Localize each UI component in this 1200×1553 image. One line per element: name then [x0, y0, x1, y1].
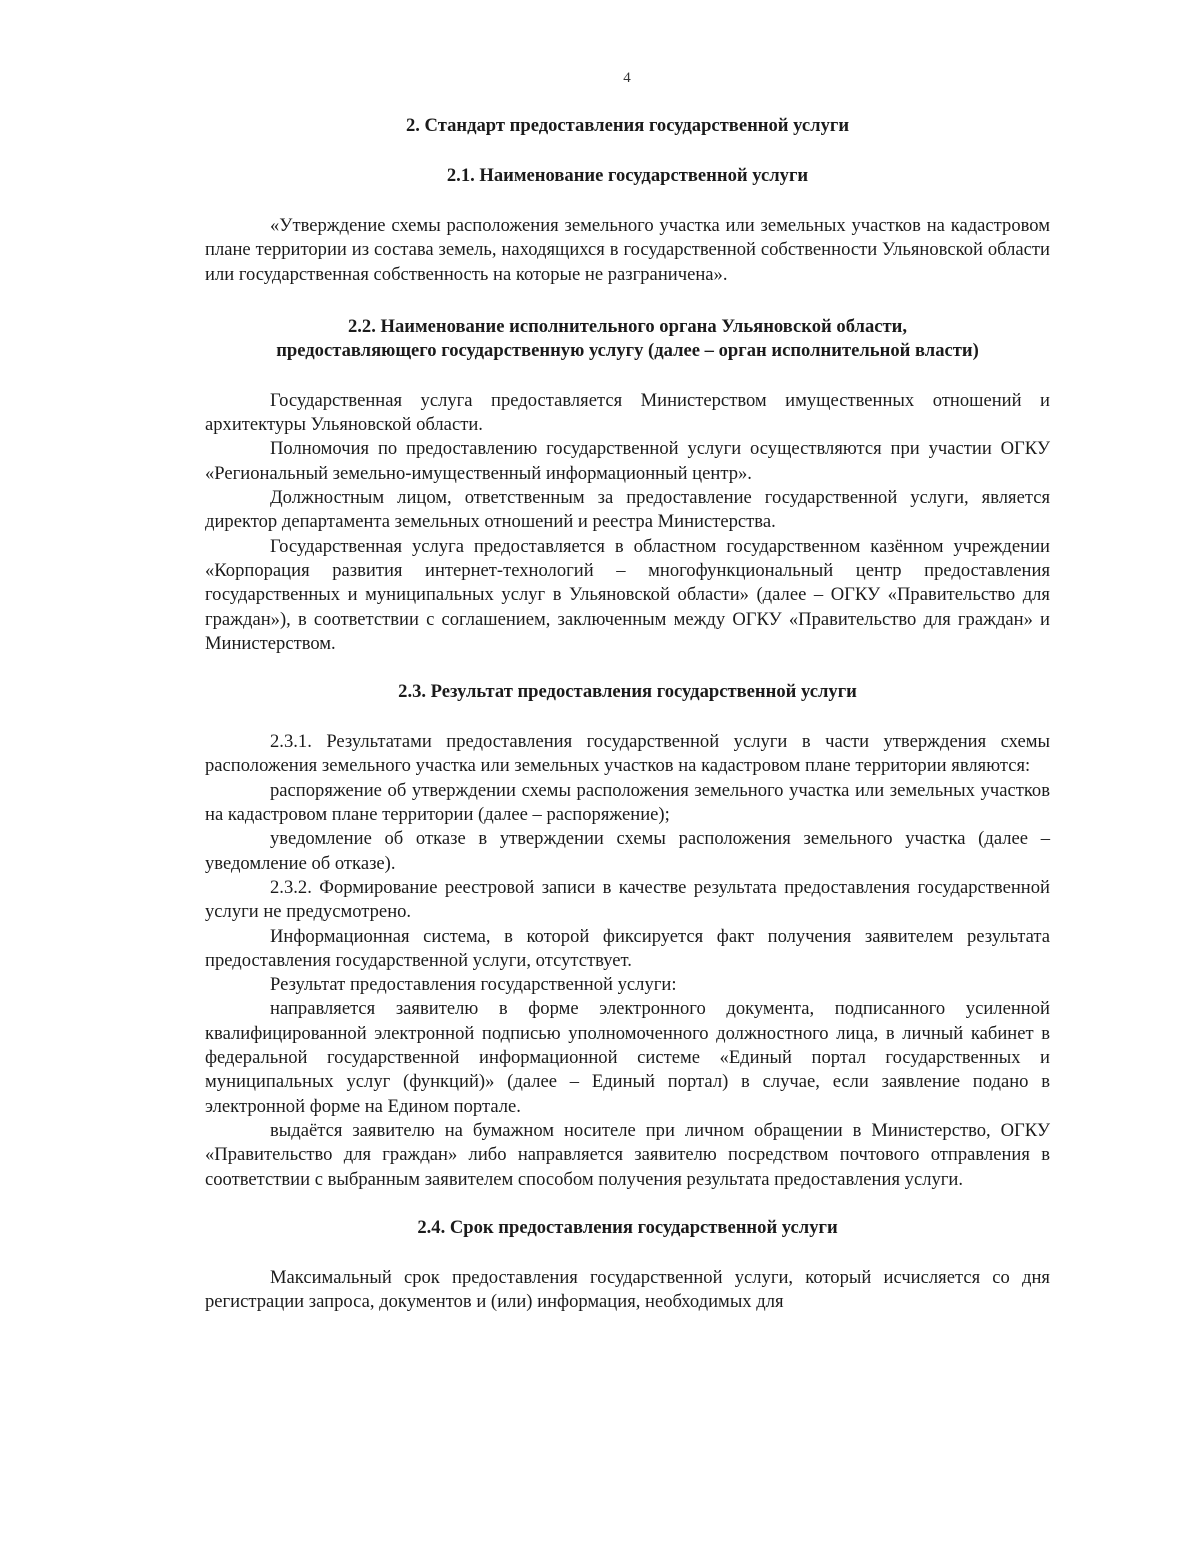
section-2-3-paragraph-7: направляется заявителю в форме электронного документа, подписанного усиленной квалифицированной электронной подписью уполномоченного должностного лица, в личный кабинет в федеральной государственной информационной системе «Единый портал государственных и муниципальных услуг (функций)» (далее – Единый портал) в случае, если заявление подано в электронной форме на Едином портале.: [205, 998, 1050, 1117]
section-2-2-title-line2: предоставляющего государственную услугу (далее – орган исполнительной власти): [276, 339, 979, 361]
section-2-3-paragraph-8: выдаётся заявителю на бумажном носителе при личном обращении в Министерство, ОГКУ «Правительство для граждан» либо направляется заявителю посредством почтового отправления в соответствии с выбранным заявителем способом получения результата предоставления услуги.: [205, 1119, 1050, 1190]
section-2-2-paragraph-2: Полномочия по предоставлению государственной услуги осуществляются при участии ОГКУ «Региональный земельно-имущественный информационный центр».: [205, 438, 1050, 484]
section-2-title: 2. Стандарт предоставления государственной услуги: [405, 115, 850, 136]
section-2-4-paragraph-1: Максимальный срок предоставления государственной услуги, который исчисляется со дня регистрации запроса, документов и (или) информация, необходимых для: [205, 1266, 1050, 1313]
section-2-3-paragraph-5: Информационная система, в которой фиксируется факт получения заявителем результата предоставления государственной услуги, отсутствует.: [205, 925, 1050, 971]
section-2-4-title: 2.4. Срок предоставления государственной услуги: [417, 1216, 838, 1238]
section-2-2-title-line1: 2.2. Наименование исполнительного органа Ульяновской области,: [347, 315, 908, 337]
section-2-1-title: 2.1. Наименование государственной услуги: [446, 165, 809, 186]
section-2-3-paragraph-4: 2.3.2. Формирование реестровой записи в качестве результата предоставления государственной услуги не предусмотрено.: [205, 876, 1050, 923]
section-2-2-paragraph-4: Государственная услуга предоставляется в областном государственном казённом учреждении «Корпорация развития интернет-технологий – многофункциональный центр предоставления государственных и муниципальных услуг в Ульяновской области» (далее – ОГКУ «Правительство для граждан»), в соответствии с соглашением, заключенным между ОГКУ «Правительство для граждан» и Министерством.: [205, 535, 1050, 654]
page-number: 4: [623, 70, 631, 86]
section-2-1-paragraph: «Утверждение схемы расположения земельного участка или земельных участков на кадастровом плане территории из состава земель, находящихся в государственной собственности Ульяновской области или государственная собственность на которые не разграничена».: [205, 215, 1050, 285]
section-2-3-paragraph-1: 2.3.1. Результатами предоставления государственной услуги в части утверждения схемы расположения земельного участка или земельных участков на кадастровом плане территории являются:: [205, 731, 1050, 777]
section-2-2-paragraph-3: Должностным лицом, ответственным за предоставление государственной услуги, является директор департамента земельных отношений и реестра Министерства.: [205, 487, 1050, 533]
section-2-3-paragraph-2: распоряжение об утверждении схемы расположения земельного участка или земельных участков на кадастровом плане территории (далее – распоряжение);: [205, 779, 1050, 826]
section-2-2-title: [205, 315, 1050, 363]
section-2-3-paragraph-6: Результат предоставления государственной услуги:: [270, 974, 677, 996]
document-body: [205, 110, 1050, 1314]
section-2-3-title: 2.3. Результат предоставления государственной услуги: [398, 681, 857, 703]
section-2-2-paragraph-1: Государственная услуга предоставляется Министерством имущественных отношений и архитектуры Ульяновской области.: [205, 389, 1050, 436]
section-2-3-paragraph-3: уведомление об отказе в утверждении схемы расположения земельного участка (далее – уведомление об отказе).: [205, 828, 1050, 874]
